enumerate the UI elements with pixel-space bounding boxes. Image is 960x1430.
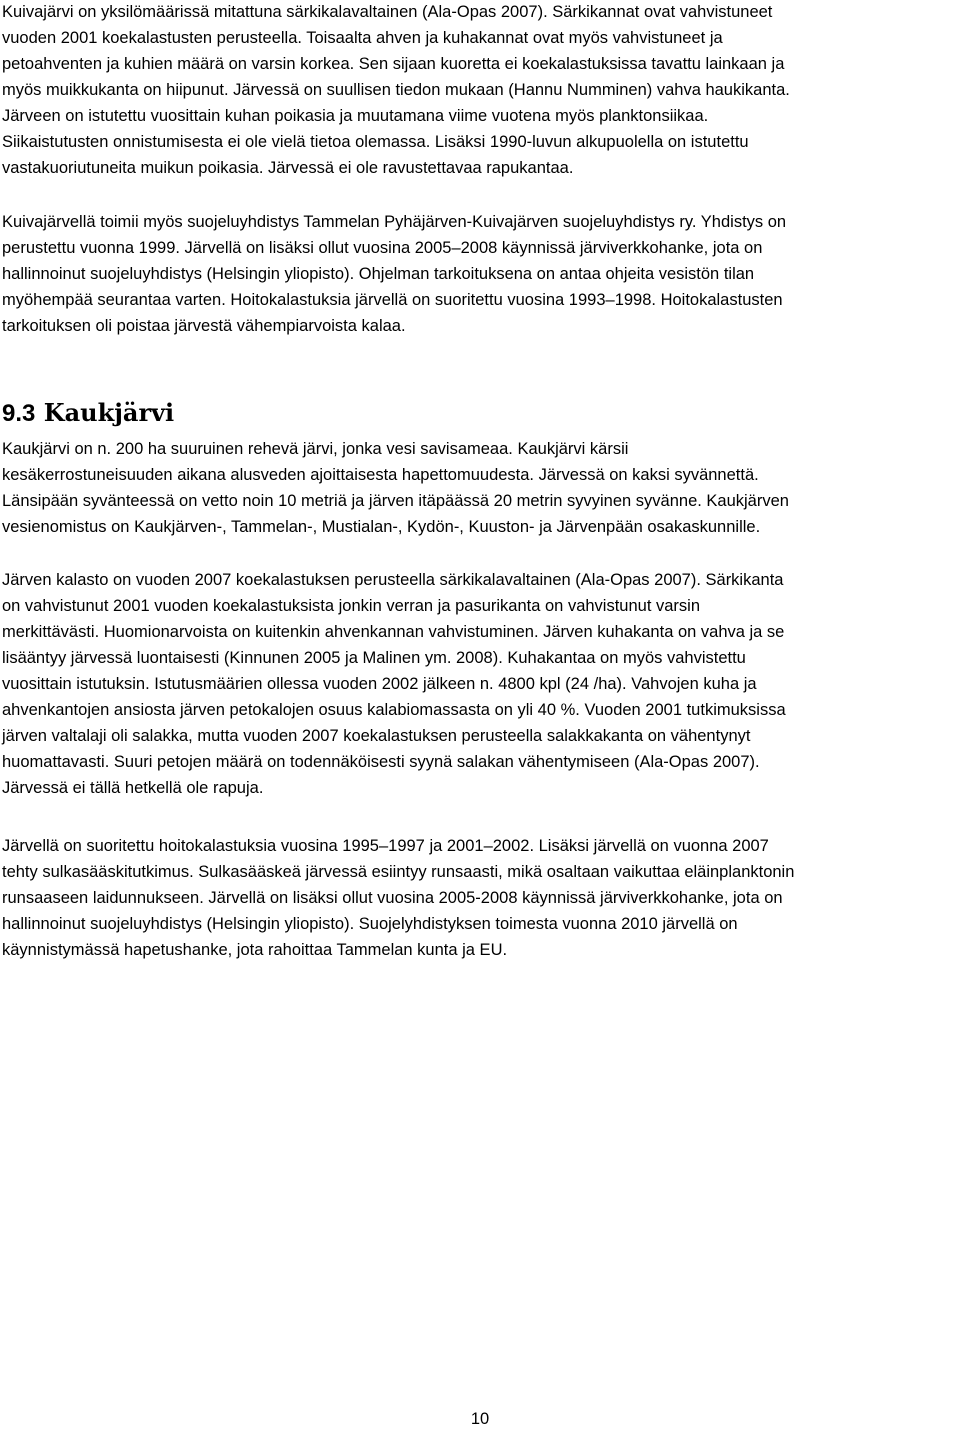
text-line: hallinnoinut suojeluyhdistys (Helsingin yliopisto). Ohjelman tarkoituksena on antaa ohjeita vesistön tilan — [2, 265, 755, 283]
text-line: järven valtalaji oli salakka, mutta vuoden 2007 koekalastuksen perusteella salakkakanta on vähentynyt — [2, 727, 751, 745]
text-line: Kuivajärvi on yksilömäärissä mitattuna särkikalavaltainen (Ala-Opas 2007). Särkikannat ovat vahvistuneet — [2, 3, 773, 21]
paragraph-kuivajarvi-association — [2, 209, 786, 339]
text-line: perustettu vuonna 1999. Järvellä on lisäksi ollut vuosina 2005–2008 käynnissä järviverkkohanke, jota on — [2, 239, 763, 257]
text-line: Järveen on istutettu vuosittain kuhan poikasia ja muutamana viime vuotena myös planktonsiikaa. — [2, 107, 709, 125]
text-line: Länsipään syvänteessä on vetto noin 10 metriä ja järven itäpäässä 20 metrin syvyinen syvänne. Kaukjärven — [2, 492, 789, 510]
text-line: Kaukjärvi on n. 200 ha suuruinen rehevä järvi, jonka vesi savisameaa. Kaukjärvi kärsii — [2, 440, 629, 458]
text-line: huomattavasti. Suuri petojen määrä on todennäköisesti syynä salakan vähentymiseen (Ala-Opas 2007). — [2, 753, 760, 771]
text-line: runsaaseen laidunnukseen. Järvellä on lisäksi ollut vuosina 2005-2008 käynnissä järviverkkohanke, jota on — [2, 889, 783, 907]
text-line: hallinnoinut suojeluyhdistys (Helsingin yliopisto). Suojelyhdistyksen toimesta vuonna 2010 järvellä on — [2, 915, 738, 933]
text-line: tarkoituksen oli poistaa järvestä vähempiarvoista kalaa. — [2, 317, 406, 335]
paragraph-kaukjarvi-description — [2, 436, 789, 540]
text-line: on vahvistunut 2001 vuoden koekalastuksista jonkin verran ja pasurikanta on vahvistunut varsin — [2, 597, 701, 615]
page-number: 10 — [470, 1410, 490, 1428]
paragraph-kaukjarvi-management — [2, 833, 794, 963]
paragraph-kaukjarvi-fish — [2, 567, 786, 801]
text-line: vastakuoriutuneita muikun poikasia. Järvessä ei ole ravustettavaa rapukantaa. — [2, 159, 574, 177]
text-line: lisääntyy järvessä luontaisesti (Kinnunen 2005 ja Malinen ym. 2008). Kuhakantaa on myös vahvistettu — [2, 649, 746, 667]
text-line: petoahventen ja kuhien määrä on varsin korkea. Sen sijaan kuoretta ei koekalastuksissa tavattu lainkaan ja — [2, 55, 785, 73]
text-line: tehty sulkasääskitutkimus. Sulkasääskeä järvessä esiintyy runsaasti, mikä osaltaan vaikuttaa eläinplanktonin — [2, 863, 795, 881]
text-line: vesienomistus on Kaukjärven-, Tammelan-, Mustialan-, Kydön-, Kuuston- ja Järvenpään osakaskunnille. — [2, 518, 761, 536]
text-line: myöhempää seurantaa varten. Hoitokalastuksia järvellä on suoritettu vuosina 1993–1998. Hoitokalastusten — [2, 291, 783, 309]
text-line: Järven kalasto on vuoden 2007 koekalastuksen perusteella särkikalavaltainen (Ala-Opas 2007). Särkikanta — [2, 571, 784, 589]
paragraph-kuivajarvi-fish — [2, 0, 790, 181]
text-line: merkittävästi. Huomionarvoista on kuitenkin ahvenkannan vahvistuminen. Järven kuhakanta on vahva ja se — [2, 623, 785, 641]
text-line: vuoden 2001 koekalastusten perusteella. Toisaalta ahven ja kuhakannat ovat myös vahvistuneet ja — [2, 29, 723, 47]
text-line: vuosittain istutuksin. Istutusmäärien ollessa vuoden 2002 jälkeen n. 4800 kpl (24 /ha). Vahvojen kuha ja — [2, 675, 757, 693]
text-line: ahvenkantojen ansiosta järven petokalojen osuus kalabiomassasta on yli 40 %. Vuoden 2001 tutkimuksissa — [2, 701, 786, 719]
text-line: Järvellä on suoritettu hoitokalastuksia vuosina 1995–1997 ja 2001–2002. Lisäksi järvellä on vuonna 2007 — [2, 837, 769, 855]
section-number: 9.3 — [2, 400, 36, 427]
text-line: käynnistymässä hapetushanke, jota rahoittaa Tammelan kunta ja EU. — [2, 941, 508, 959]
text-line: Siikaistutusten onnistumisesta ei ole vielä tietoa olemassa. Lisäksi 1990-luvun alkupuolella on istutettu — [2, 133, 749, 151]
text-line: Järvessä ei tällä hetkellä ole rapuja. — [2, 779, 264, 797]
section-title: Kaukjärvi — [43, 398, 175, 427]
text-line: myös muikkukanta on hiipunut. Järvessä on suullisen tiedon mukaan (Hannu Numminen) vahva haukikanta. — [2, 81, 790, 99]
text-line: kesäkerrostuneisuuden aikana alusveden ajoittaisesta hapettomuudesta. Järvessä on kaksi syvännettä. — [2, 466, 759, 484]
section-heading — [2, 397, 174, 430]
text-line: Kuivajärvellä toimii myös suojeluyhdistys Tammelan Pyhäjärven-Kuivajärven suojeluyhdistys ry. Yhdistys on — [2, 213, 787, 231]
